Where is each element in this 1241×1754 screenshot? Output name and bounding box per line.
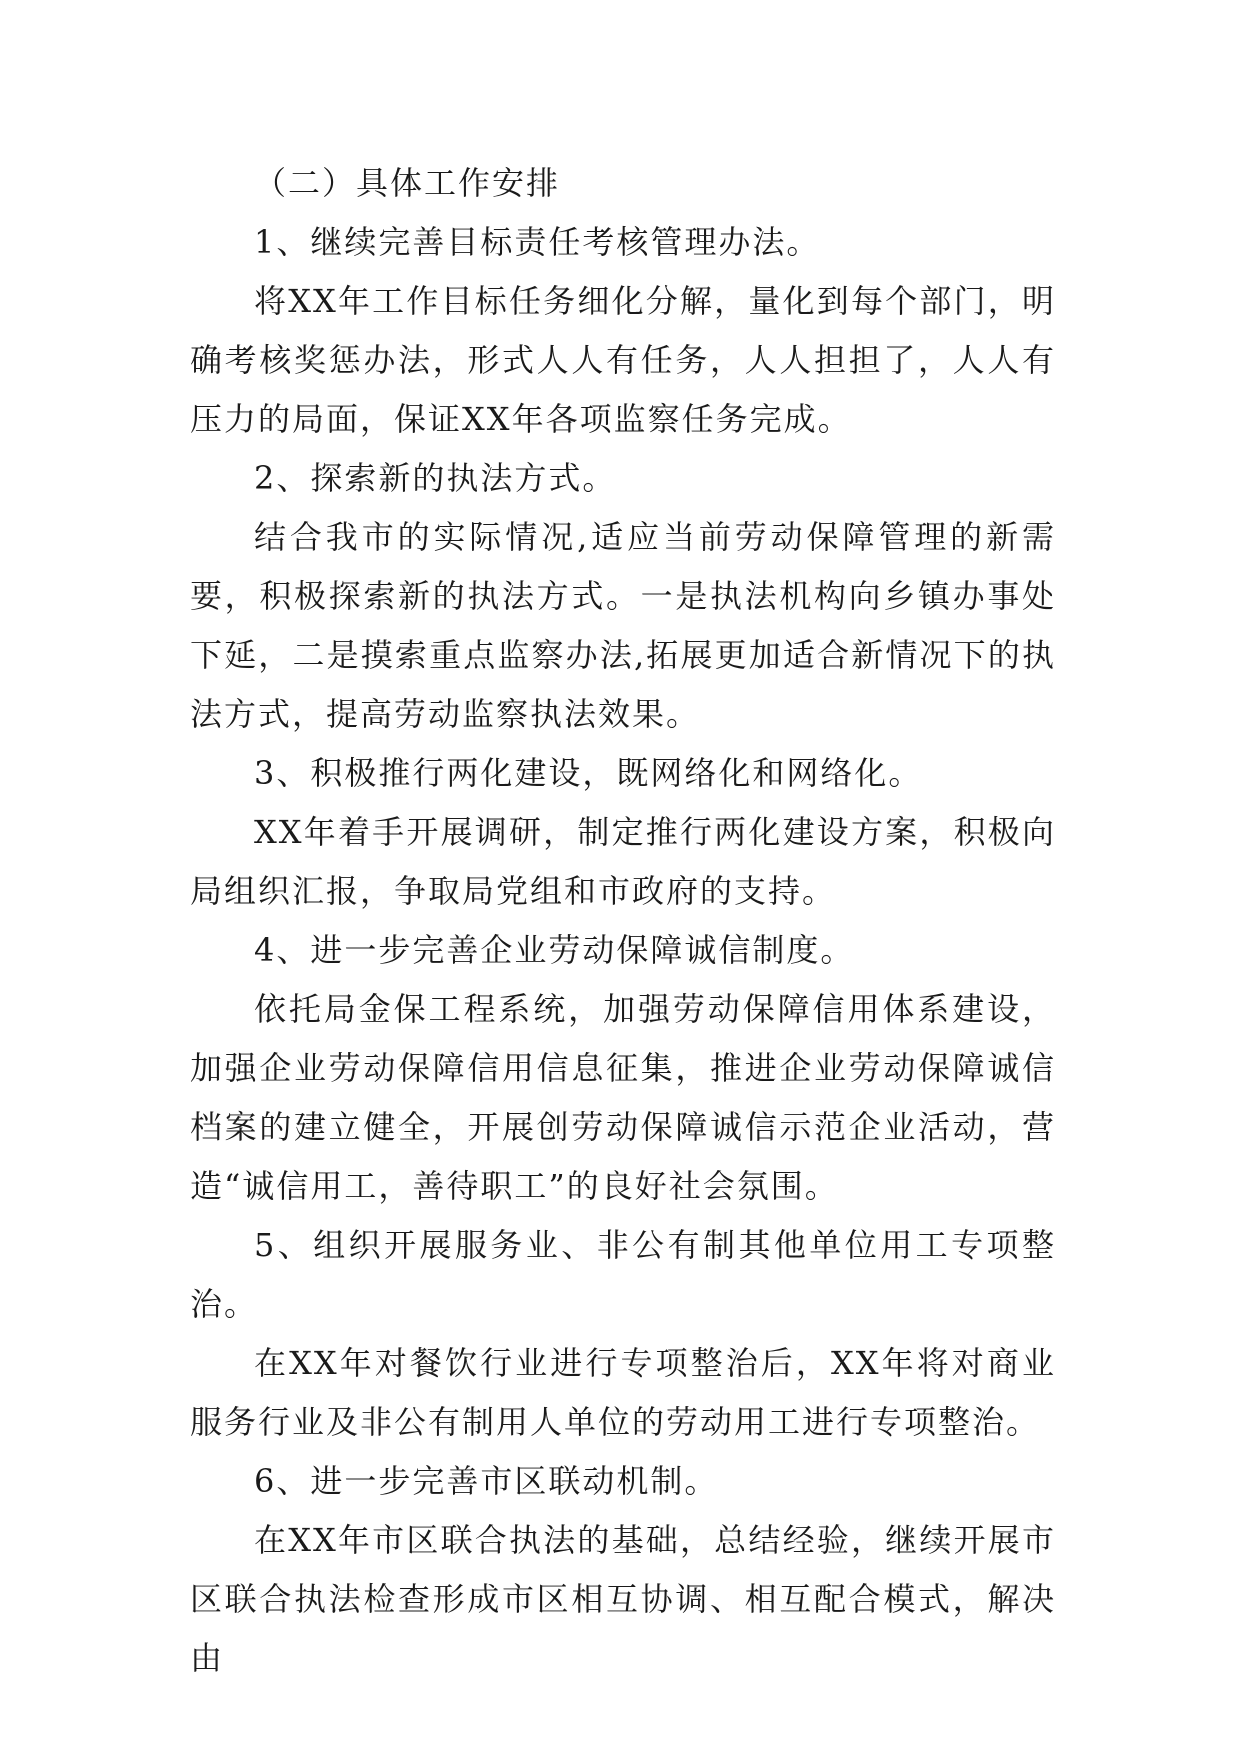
item-body-4: 依托局金保工程系统，加强劳动保障信用体系建设，加强企业劳动保障信用信息征集，推进企业劳动保障诚信档案的建立健全，开展创劳动保障诚信示范企业活动，营造“诚信用工，善待职工”的良好社会氛围。 — [190, 990, 1056, 1205]
item-heading-3: 3、积极推行两化建设，既网络化和网络化。 — [254, 754, 923, 792]
item-body-5: 在XX年对餐饮行业进行专项整治后，XX年将对商业服务行业及非公有制用人单位的劳动用工进行专项整治。 — [190, 1344, 1056, 1441]
item-heading-4: 4、进一步完善企业劳动保障诚信制度。 — [254, 931, 855, 969]
item-body-2: 结合我市的实际情况,适应当前劳动保障管理的新需要，积极探索新的执法方式。一是执法机构向乡镇办事处下延，二是摸索重点监察办法,拓展更加适合新情况下的执法方式，提高劳动监察执法效果。 — [190, 518, 1056, 733]
document-body — [190, 154, 1056, 1688]
item-heading-6: 6、进一步完善市区联动机制。 — [254, 1462, 719, 1500]
item-body-6: 在XX年市区联合执法的基础，总结经验，继续开展市区联合执法检查形成市区相互协调、相互配合模式，解决由 — [190, 1521, 1056, 1677]
section-heading: （二）具体工作安排 — [254, 164, 561, 202]
item-body-3: XX年着手开展调研，制定推行两化建设方案，积极向局组织汇报，争取局党组和市政府的支持。 — [190, 813, 1056, 910]
item-heading-5: 5、组织开展服务业、非公有制其他单位用工专项整治。 — [190, 1226, 1056, 1323]
item-body-1: 将XX年工作目标任务细化分解，量化到每个部门，明确考核奖惩办法，形式人人有任务，人人担担了，人人有压力的局面，保证XX年各项监察任务完成。 — [190, 282, 1056, 438]
item-heading-2: 2、探索新的执法方式。 — [254, 459, 617, 497]
item-heading-1: 1、继续完善目标责任考核管理办法。 — [254, 223, 821, 261]
